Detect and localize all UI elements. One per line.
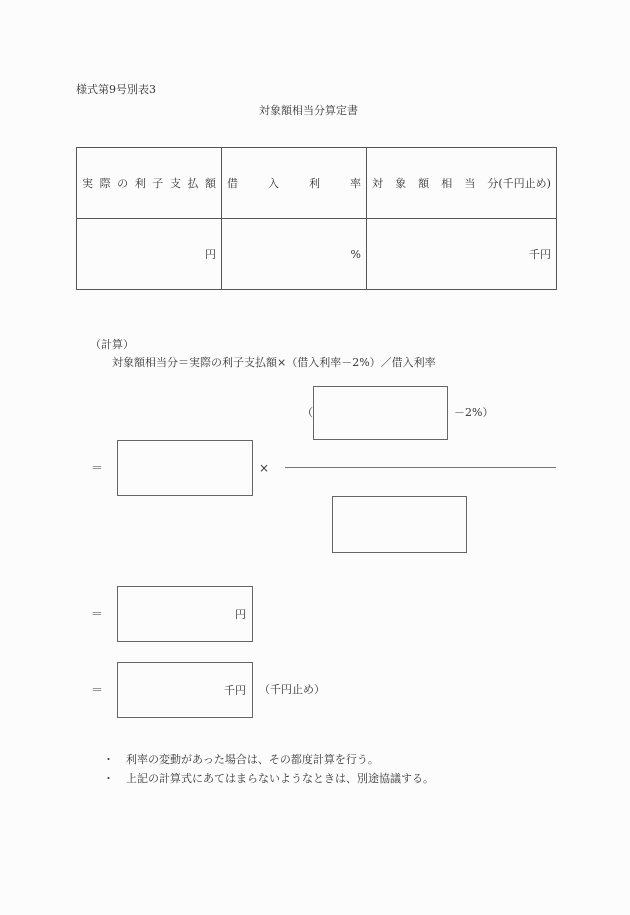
- rounding-note: （千円止め）: [259, 683, 325, 696]
- calculation-formula: 対象額相当分＝実際の利子支払額×（借入利率－2%）／借入利率: [112, 356, 436, 369]
- fraction-line: [285, 467, 556, 468]
- header-borrowing-rate: 借 入 利 率: [222, 148, 367, 219]
- note-item: 利率の変動があった場合は、その都度計算を行う。: [126, 753, 379, 766]
- header-target-amount: 対 象 額 相 当 分(千円止め): [367, 148, 557, 219]
- numerator-open-paren: （: [302, 406, 313, 419]
- summary-table: [76, 147, 557, 290]
- borrowing-rate-cell[interactable]: [222, 219, 367, 290]
- equals-sign-2: ＝: [91, 607, 104, 621]
- result-thousand-yen-box[interactable]: [117, 662, 253, 718]
- denominator-rate-box[interactable]: [332, 496, 467, 553]
- numerator-rate-box[interactable]: [313, 386, 448, 440]
- result-yen-box[interactable]: [117, 586, 253, 642]
- interest-paid-box[interactable]: [117, 440, 253, 496]
- header-interest-paid: 実 際 の 利 子 支 払 額: [77, 148, 222, 219]
- calculation-heading: （計算）: [90, 338, 134, 351]
- table-header-row: [77, 148, 557, 219]
- equals-sign-3: ＝: [91, 683, 104, 697]
- numerator-suffix: －2%）: [454, 406, 494, 419]
- times-sign: ×: [259, 461, 270, 475]
- form-id: 様式第9号別表3: [76, 83, 156, 96]
- yen-unit: 円: [205, 248, 216, 261]
- table-row: [77, 219, 557, 290]
- target-amount-cell[interactable]: [367, 219, 557, 290]
- thousand-yen-unit: 千円: [224, 684, 246, 697]
- thousand-yen-unit: 千円: [529, 248, 551, 261]
- bullet-icon: ・: [103, 772, 114, 785]
- yen-unit: 円: [235, 608, 246, 621]
- note-item: 上記の計算式にあてはまらないようなときは、別途協議する。: [126, 772, 434, 785]
- interest-paid-cell[interactable]: [77, 219, 222, 290]
- document-title: 対象額相当分算定書: [259, 104, 358, 117]
- equals-sign-1: ＝: [91, 461, 104, 475]
- percent-unit: %: [350, 247, 361, 261]
- bullet-icon: ・: [103, 753, 114, 766]
